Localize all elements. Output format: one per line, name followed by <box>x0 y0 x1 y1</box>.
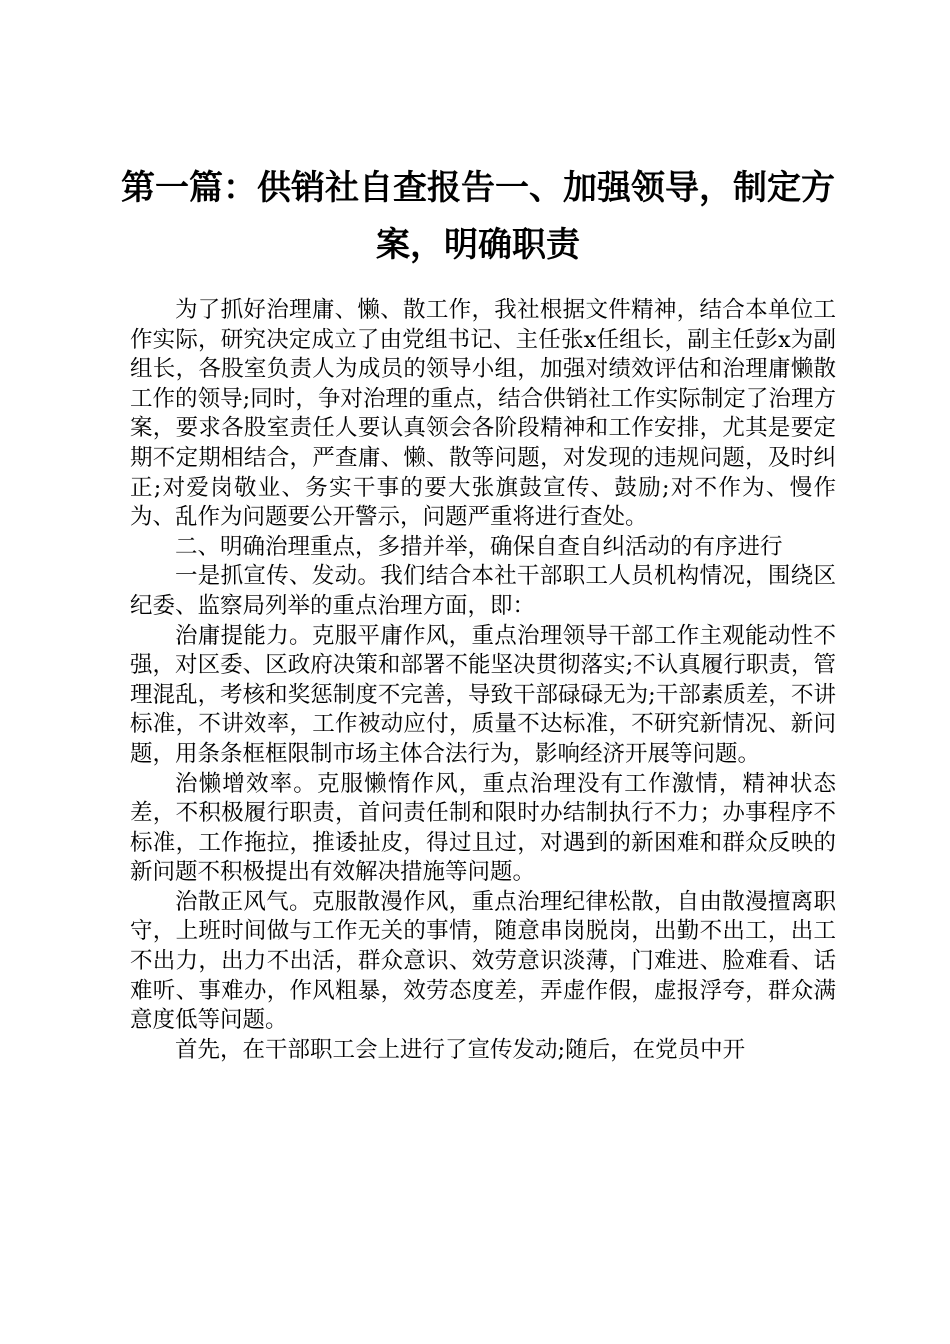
paragraph-laziness: 治懒增效率。克服懒惰作风，重点治理没有工作激情，精神状态差，不积极履行职责，首问责任制和限时办结制执行不力；办事程序不标准，工作拖拉，推诿扯皮，得过且过，对遇到的新困难和群众反映的新问题不积极提出有效解决措施等问题。 <box>130 770 836 886</box>
paragraph-mediocrity: 治庸提能力。克服平庸作风，重点治理领导干部工作主观能动性不强，对区委、区政府决策和部署不能坚决贯彻落实;不认真履行职责，管理混乱，考核和奖惩制度不完善，导致干部碌碌无为;干部素质差，不讲标准，不讲效率，工作被动应付，质量不达标准，不研究新情况、新问题，用条条框框限制市场主体合法行为，影响经济开展等问题。 <box>130 622 836 767</box>
paragraph-section-two-heading: 二、明确治理重点，多措并举，确保自查自纠活动的有序进行 <box>175 533 783 560</box>
paragraph-first-steps: 首先，在干部职工会上进行了宣传发动;随后，在党员中开 <box>175 1036 746 1063</box>
paragraph-laxity: 治散正风气。克服散漫作风，重点治理纪律松散，自由散漫擅离职守，上班时间做与工作无关的事情，随意串岗脱岗，出勤不出工，出工不出力，出力不出活，群众意识、效劳意识淡薄，门难进、脸难看、话难听、事难办，作风粗暴，效劳态度差，弄虚作假，虚报浮夸，群众满意度低等问题。 <box>130 888 836 1034</box>
document-title: 第一篇：供销社自查报告一、加强领导，制定方案，明确职责 <box>121 168 835 265</box>
document-body <box>130 296 836 1065</box>
paragraph-leadership: 为了抓好治理庸、懒、散工作，我社根据文件精神，结合本单位工作实际，研究决定成立了由党组书记、主任张x任组长，副主任彭x为副组长，各股室负责人为成员的领导小组，加强对绩效评估和治理庸懒散工作的领导;同时，争对治理的重点，结合供销社工作实际制定了治理方案，要求各股室责任人要认真领会各阶段精神和工作安排，尤其是要定期不定期相结合，严查庸、懒、散等问题，对发现的违规问题，及时纠正;对爱岗敬业、务实干事的要大张旗鼓宣传、鼓励;对不作为、慢作为、乱作为问题要公开警示，问题严重将进行查处。 <box>130 297 836 531</box>
paragraph-publicity: 一是抓宣传、发动。我们结合本社干部职工人员机构情况，围绕区纪委、监察局列举的重点治理方面，即： <box>130 563 836 619</box>
